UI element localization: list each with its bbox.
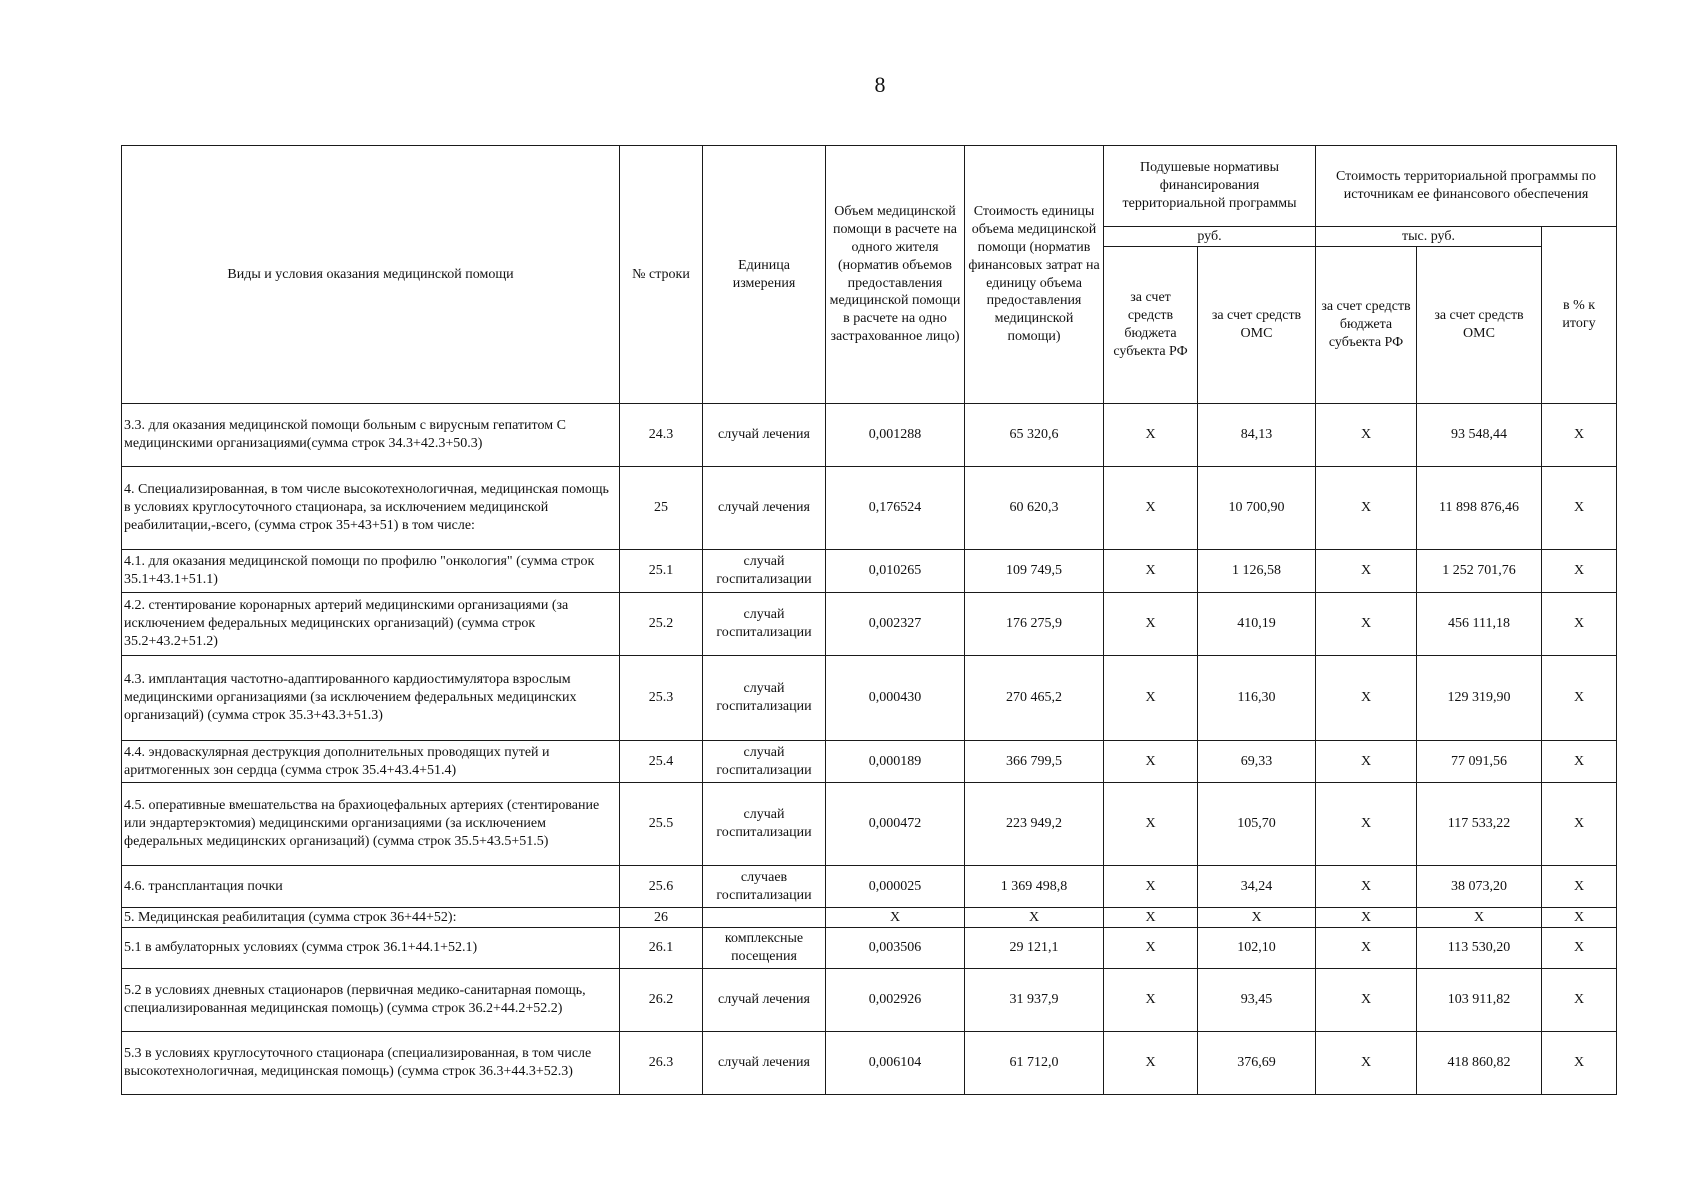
- row-pc-budget: X: [1104, 593, 1198, 656]
- row-pc-oms: 102,10: [1198, 928, 1316, 969]
- row-unit: случай лечения: [703, 467, 826, 550]
- row-unit: [703, 908, 826, 928]
- row-pr-budget: X: [1316, 928, 1417, 969]
- row-percent: X: [1542, 783, 1617, 866]
- row-line: 26.1: [620, 928, 703, 969]
- row-pr-oms: 1 252 701,76: [1417, 550, 1542, 593]
- row-description: 4.1. для оказания медицинской помощи по профилю "онкология" (сумма строк 35.1+43.1+51.1): [122, 550, 620, 593]
- row-line: 26: [620, 908, 703, 928]
- row-cost: 31 937,9: [965, 969, 1104, 1032]
- row-cost: 60 620,3: [965, 467, 1104, 550]
- row-pr-oms: 117 533,22: [1417, 783, 1542, 866]
- row-pc-oms: 116,30: [1198, 656, 1316, 741]
- row-percent: X: [1542, 866, 1617, 908]
- row-line: 25.4: [620, 741, 703, 783]
- row-unit: комплексные посещения: [703, 928, 826, 969]
- row-description: 5.1 в амбулаторных условиях (сумма строк 36.1+44.1+52.1): [122, 928, 620, 969]
- row-percent: X: [1542, 593, 1617, 656]
- row-line: 25.1: [620, 550, 703, 593]
- row-pr-oms: 77 091,56: [1417, 741, 1542, 783]
- row-line: 26.3: [620, 1032, 703, 1095]
- medical-care-table: [121, 145, 1617, 1095]
- row-pr-oms: 456 111,18: [1417, 593, 1542, 656]
- row-percent: X: [1542, 467, 1617, 550]
- row-unit: случай госпитализации: [703, 593, 826, 656]
- table-row: [122, 593, 1617, 656]
- table-row: [122, 969, 1617, 1032]
- row-volume: 0,006104: [826, 1032, 965, 1095]
- row-cost: X: [965, 908, 1104, 928]
- row-pc-oms: 105,70: [1198, 783, 1316, 866]
- row-pr-budget: X: [1316, 908, 1417, 928]
- row-pr-budget: X: [1316, 550, 1417, 593]
- row-pr-budget: X: [1316, 741, 1417, 783]
- header-pc-oms: за счет средств ОМС: [1198, 247, 1316, 404]
- header-type: Виды и условия оказания медицинской помощи: [122, 146, 620, 404]
- row-percent: X: [1542, 1032, 1617, 1095]
- header-program-cost: Стоимость территориальной программы по источникам ее финансового обеспечения: [1316, 146, 1617, 227]
- row-unit: случай госпитализации: [703, 656, 826, 741]
- row-pc-oms: 376,69: [1198, 1032, 1316, 1095]
- row-cost: 176 275,9: [965, 593, 1104, 656]
- row-pr-budget: X: [1316, 593, 1417, 656]
- page-number: 8: [874, 72, 886, 97]
- row-pc-budget: X: [1104, 783, 1198, 866]
- row-volume: 0,176524: [826, 467, 965, 550]
- row-pc-budget: X: [1104, 1032, 1198, 1095]
- table-row: [122, 1032, 1617, 1095]
- row-pc-budget: X: [1104, 404, 1198, 467]
- row-pr-oms: 103 911,82: [1417, 969, 1542, 1032]
- row-line: 25.3: [620, 656, 703, 741]
- row-line: 25.6: [620, 866, 703, 908]
- header-pr-budget: за счет средств бюджета субъекта РФ: [1316, 247, 1417, 404]
- row-description: 4.3. имплантация частотно-адаптированного кардиостимулятора взрослым медицинскими организациями (за исключением федеральных медицинских организаций) (сумма строк 35.3+43.3+51.3): [122, 656, 620, 741]
- table-row: [122, 866, 1617, 908]
- row-volume: X: [826, 908, 965, 928]
- table-row: [122, 550, 1617, 593]
- row-cost: 29 121,1: [965, 928, 1104, 969]
- row-pc-oms: 34,24: [1198, 866, 1316, 908]
- row-pc-budget: X: [1104, 656, 1198, 741]
- row-pr-oms: 113 530,20: [1417, 928, 1542, 969]
- row-description: 5. Медицинская реабилитация (сумма строк 36+44+52):: [122, 908, 620, 928]
- row-description: 5.2 в условиях дневных стационаров (первичная медико-санитарная помощь, специализированная медицинская помощь) (сумма строк 36.2+44.2+52.2): [122, 969, 620, 1032]
- row-volume: 0,003506: [826, 928, 965, 969]
- row-pr-oms: 418 860,82: [1417, 1032, 1542, 1095]
- row-pc-oms: 84,13: [1198, 404, 1316, 467]
- row-pc-oms: X: [1198, 908, 1316, 928]
- row-cost: 109 749,5: [965, 550, 1104, 593]
- header-unit: Единица измерения: [703, 146, 826, 404]
- row-description: 4.6. трансплантация почки: [122, 866, 620, 908]
- row-description: 4.5. оперативные вмешательства на брахиоцефальных артериях (стентирование или эндартерэктомия) медицинскими организациями (за исключением федеральных медицинских организаций) (сумма строк 35.5+43.5+51.5): [122, 783, 620, 866]
- row-line: 25: [620, 467, 703, 550]
- row-percent: X: [1542, 741, 1617, 783]
- row-unit: случай лечения: [703, 1032, 826, 1095]
- table-row: [122, 656, 1617, 741]
- row-pr-budget: X: [1316, 969, 1417, 1032]
- table-row: [122, 928, 1617, 969]
- row-volume: 0,002327: [826, 593, 965, 656]
- row-cost: 61 712,0: [965, 1032, 1104, 1095]
- row-pc-oms: 10 700,90: [1198, 467, 1316, 550]
- row-pr-oms: 11 898 876,46: [1417, 467, 1542, 550]
- row-pc-budget: X: [1104, 467, 1198, 550]
- header-percent: в % к итогу: [1542, 227, 1617, 404]
- row-percent: X: [1542, 656, 1617, 741]
- table-row: [122, 783, 1617, 866]
- row-percent: X: [1542, 908, 1617, 928]
- row-cost: 270 465,2: [965, 656, 1104, 741]
- row-pr-budget: X: [1316, 656, 1417, 741]
- row-pc-budget: X: [1104, 969, 1198, 1032]
- row-description: 5.3 в условиях круглосуточного стационара (специализированная, в том числе высокотехнологичная, медицинская помощь) (сумма строк 36.3+44.3+52.3): [122, 1032, 620, 1095]
- row-description: 4.4. эндоваскулярная деструкция дополнительных проводящих путей и аритмогенных зон сердца (сумма строк 35.4+43.4+51.4): [122, 741, 620, 783]
- row-volume: 0,002926: [826, 969, 965, 1032]
- row-volume: 0,000025: [826, 866, 965, 908]
- header-volume: Объем медицинской помощи в расчете на одного жителя (норматив объемов предоставления медицинской помощи в расчете на одно застрахованное лицо): [826, 146, 965, 404]
- row-cost: 366 799,5: [965, 741, 1104, 783]
- row-line: 25.2: [620, 593, 703, 656]
- row-percent: X: [1542, 404, 1617, 467]
- row-pc-oms: 69,33: [1198, 741, 1316, 783]
- row-line: 24.3: [620, 404, 703, 467]
- row-cost: 1 369 498,8: [965, 866, 1104, 908]
- row-pr-oms: 129 319,90: [1417, 656, 1542, 741]
- row-pc-oms: 410,19: [1198, 593, 1316, 656]
- row-description: 4. Специализированная, в том числе высокотехнологичная, медицинская помощь в условиях круглосуточного стационара, за исключением медицинской реабилитации,-всего, (сумма строк 35+43+51) в том числе:: [122, 467, 620, 550]
- row-pc-budget: X: [1104, 550, 1198, 593]
- row-line: 25.5: [620, 783, 703, 866]
- header-pr-oms: за счет средств ОМС: [1417, 247, 1542, 404]
- table-row: [122, 741, 1617, 783]
- table-row: [122, 404, 1617, 467]
- row-cost: 223 949,2: [965, 783, 1104, 866]
- table-row: [122, 467, 1617, 550]
- row-percent: X: [1542, 969, 1617, 1032]
- row-volume: 0,000189: [826, 741, 965, 783]
- row-line: 26.2: [620, 969, 703, 1032]
- row-pc-budget: X: [1104, 928, 1198, 969]
- row-unit: случаев госпитализации: [703, 866, 826, 908]
- row-volume: 0,000472: [826, 783, 965, 866]
- header-per-capita: Подушевые нормативы финансирования территориальной программы: [1104, 146, 1316, 227]
- row-pr-oms: 38 073,20: [1417, 866, 1542, 908]
- row-pr-oms: X: [1417, 908, 1542, 928]
- row-pr-oms: 93 548,44: [1417, 404, 1542, 467]
- row-unit: случай госпитализации: [703, 741, 826, 783]
- row-unit: случай госпитализации: [703, 783, 826, 866]
- row-volume: 0,000430: [826, 656, 965, 741]
- header-line-number: № строки: [620, 146, 703, 404]
- row-pr-budget: X: [1316, 467, 1417, 550]
- row-pc-budget: X: [1104, 741, 1198, 783]
- table-row: [122, 908, 1617, 928]
- row-description: 3.3. для оказания медицинской помощи больным с вирусным гепатитом С медицинскими организациями(сумма строк 34.3+42.3+50.3): [122, 404, 620, 467]
- row-unit: случай лечения: [703, 969, 826, 1032]
- row-pc-budget: X: [1104, 866, 1198, 908]
- row-volume: 0,001288: [826, 404, 965, 467]
- row-unit: случай госпитализации: [703, 550, 826, 593]
- row-pr-budget: X: [1316, 1032, 1417, 1095]
- row-cost: 65 320,6: [965, 404, 1104, 467]
- header-thousand-rub: тыс. руб.: [1316, 227, 1542, 247]
- row-percent: X: [1542, 550, 1617, 593]
- row-pc-budget: X: [1104, 908, 1198, 928]
- header-rub: руб.: [1104, 227, 1316, 247]
- row-percent: X: [1542, 928, 1617, 969]
- row-pc-oms: 93,45: [1198, 969, 1316, 1032]
- header-pc-budget: за счет средств бюджета субъекта РФ: [1104, 247, 1198, 404]
- header-cost: Стоимость единицы объема медицинской помощи (норматив финансовых затрат на единицу объема предоставления медицинской помощи): [965, 146, 1104, 404]
- row-pr-budget: X: [1316, 866, 1417, 908]
- row-pc-oms: 1 126,58: [1198, 550, 1316, 593]
- row-pr-budget: X: [1316, 783, 1417, 866]
- row-volume: 0,010265: [826, 550, 965, 593]
- row-description: 4.2. стентирование коронарных артерий медицинскими организациями (за исключением федеральных медицинских организаций) (сумма строк 35.2+43.2+51.2): [122, 593, 620, 656]
- row-unit: случай лечения: [703, 404, 826, 467]
- row-pr-budget: X: [1316, 404, 1417, 467]
